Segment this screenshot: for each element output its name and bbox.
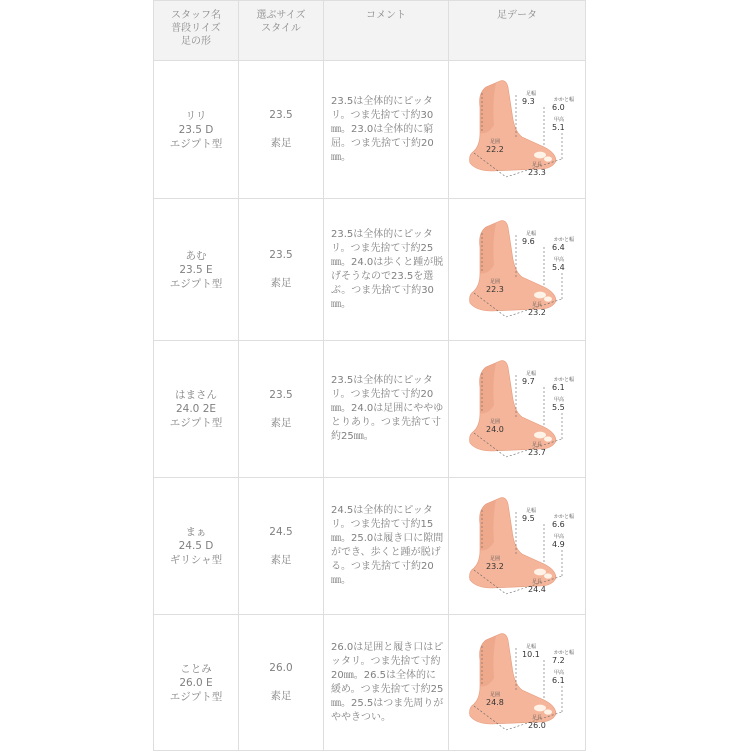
foot-width-value: 10.1 [522,650,540,659]
foot-girth-value: 24.0 [486,424,504,434]
toe [534,705,546,712]
staff-cell [154,615,239,751]
foot-length-value: 24.4 [528,584,546,594]
comment-cell: 23.5は全体的にピッタリ。つま先捨て寸約30㎜。23.0は全体的に窮屈。つま先捨て寸約20㎜。 [324,61,449,199]
header-row [154,1,586,61]
foot-girth-value: 22.3 [486,285,504,294]
size-cell [239,615,324,751]
style: 素足 [270,416,292,429]
heel-height-value: 6.1 [552,676,565,685]
foot-width-label: 足幅 [526,370,537,377]
toe [544,573,552,578]
comment-cell: 26.0は足囲と履き口はピッタリ。つま先捨て寸約20㎜。26.5は全体的に緩め。つま先捨て寸約25㎜。25.5はつま先周りがややきつい。 [324,615,449,751]
style: 素足 [270,690,292,702]
heel-width-label: かかと幅 [554,97,575,103]
comment-cell: 24.5は全体的にピッタリ。つま先捨て寸約15㎜。25.0は履き口に隙間ができ、歩くと踵が脱げる。つま先捨て寸約20㎜。 [324,478,449,615]
heel-height-label: 甲高 [554,396,565,403]
foot-width-value: 9.5 [522,513,535,523]
foot-shape: ギリシャ型 [169,554,223,566]
heel-width-value: 6.4 [552,243,565,252]
usual-size: 24.5 D [178,540,214,552]
foot-width-label: 足幅 [526,644,537,650]
toe [544,296,552,301]
heel-width-label: かかと幅 [554,513,575,520]
foot-width-value: 9.3 [522,97,535,106]
foot-girth-value: 24.8 [486,698,504,707]
foot-illustration [452,73,582,183]
foot-data-cell [449,61,586,199]
heel-height-label: 甲高 [554,257,565,263]
foot-girth-label: 足囲 [490,418,501,425]
foot-data-cell [449,341,586,478]
foot-width-value: 9.7 [522,376,535,386]
foot-width-value: 9.6 [522,237,535,246]
staff-name: リリ [185,109,207,122]
comment-cell: 23.5は全体的にピッタリ。つま先捨て寸約20㎜。24.0は足囲にややゆとりあり。つま先捨て寸約25㎜。 [324,341,449,478]
usual-size: 24.0 2E [175,403,217,415]
table-row [154,199,586,341]
heel-width-label: かかと幅 [554,237,575,243]
header-size: 選ぶサイズ スタイル [239,1,324,61]
foot-length-label: 足長 [532,578,543,585]
toe [544,156,552,161]
foot-girth-label: 足囲 [490,692,501,698]
header-foot-data: 足データ [449,1,586,61]
foot-data-cell [449,199,586,341]
heel-height-label: 甲高 [554,670,565,676]
table-row [154,478,586,615]
toe [534,431,546,438]
size-cell [239,199,324,341]
foot-length-value: 23.2 [528,308,546,317]
heel-height-value: 5.4 [552,263,565,272]
foot-data-cell [449,615,586,751]
foot-shape: エジプト型 [169,690,223,703]
foot-illustration [452,626,582,736]
heel-height-value: 4.9 [552,539,565,549]
staff-cell [154,61,239,199]
foot-shape: エジプト型 [169,417,223,429]
foot-length-value: 23.3 [528,168,546,177]
toe [534,292,546,299]
heel-width-label: かかと幅 [554,376,575,383]
toe [544,709,552,714]
foot-girth-label: 足囲 [490,139,501,145]
usual-size: 26.0 E [179,676,213,689]
staff-name: あむ [185,249,207,262]
foot-illustration [452,213,582,323]
header-staff: スタッフ名 普段リイズ 足の形 [154,1,239,61]
foot-length-value: 23.7 [528,447,546,457]
heel-height-label: 甲高 [554,533,565,540]
heel-width-value: 6.0 [552,103,565,112]
size-cell [239,341,324,478]
chosen-size: 26.0 [269,662,293,674]
foot-girth-value: 23.2 [486,561,504,571]
size-cell [239,61,324,199]
staff-name: はまさん [175,389,217,401]
table-row [154,341,586,478]
foot-length-label: 足長 [532,715,543,721]
foot-illustration [452,353,582,463]
chosen-size: 23.5 [269,388,293,401]
staff-cell [154,478,239,615]
toe [544,436,552,441]
heel-height-value: 5.5 [552,402,565,412]
foot-girth-label: 足囲 [490,555,501,562]
heel-width-value: 7.2 [552,656,565,665]
foot-length-label: 足長 [532,162,543,168]
style: 素足 [270,553,292,566]
table-row [154,61,586,199]
foot-width-label: 足幅 [526,507,537,514]
table-row [154,615,586,751]
style: 素足 [270,277,292,289]
chosen-size: 23.5 [269,109,293,121]
foot-girth-label: 足囲 [490,279,501,285]
foot-length-label: 足長 [532,302,543,308]
header-comment: コメント [324,1,449,61]
toe [534,152,546,159]
staff-cell [154,199,239,341]
toe [534,568,546,575]
heel-width-value: 6.6 [552,519,565,529]
foot-girth-value: 22.2 [486,145,504,154]
foot-shape: エジプト型 [169,277,223,290]
size-comparison-table [153,0,586,751]
foot-length-value: 26.0 [528,721,546,730]
foot-data-cell [449,478,586,615]
usual-size: 23.5 D [178,123,214,136]
heel-width-label: かかと幅 [554,650,575,656]
foot-length-label: 足長 [532,441,543,448]
heel-height-label: 甲高 [554,117,565,123]
foot-width-label: 足幅 [526,91,537,97]
foot-illustration [452,490,582,600]
heel-height-value: 5.1 [552,123,565,132]
staff-cell [154,341,239,478]
chosen-size: 23.5 [269,249,293,261]
heel-width-value: 6.1 [552,382,565,392]
usual-size: 23.5 E [179,263,213,276]
style: 素足 [270,137,292,149]
chosen-size: 24.5 [269,525,293,538]
foot-width-label: 足幅 [526,231,537,237]
staff-name: ことみ [180,662,212,675]
staff-name: まぁ [185,526,207,538]
foot-shape: エジプト型 [169,137,223,150]
size-cell [239,478,324,615]
comment-cell: 23.5は全体的にピッタリ。つま先捨て寸約25㎜。24.0は歩くと踵が脱げそうなので23.5を選ぶ。つま先捨て寸約30㎜。 [324,199,449,341]
